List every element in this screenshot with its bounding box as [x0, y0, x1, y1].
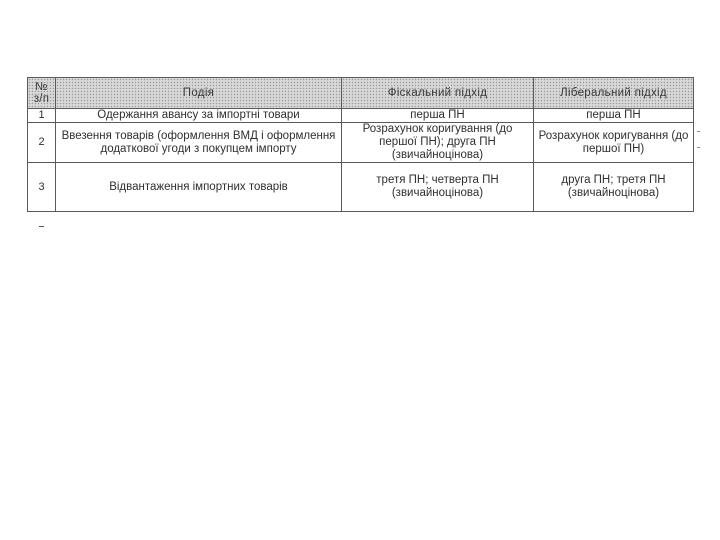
row-number: 2 [28, 123, 56, 163]
table-row [28, 123, 694, 163]
row-event: Ввезення товарів (оформлення ВМД і оформлення додаткової угоди з покупцем імпорту [56, 123, 342, 163]
scan-edge-mark [697, 131, 700, 132]
row-liberal: друга ПН; третя ПН (звичайноцінова) [534, 163, 694, 212]
header-row [28, 78, 694, 109]
header-liberal-approach: Ліберальний підхід [534, 78, 694, 109]
comparison-table [27, 77, 694, 212]
row-liberal: перша ПН [534, 109, 694, 123]
row-fiscal: Розрахунок коригування (до першої ПН); друга ПН (звичайноцінова) [342, 123, 534, 163]
header-number: № з/п [28, 78, 56, 109]
row-event: Відвантаження імпортних товарів [56, 163, 342, 212]
header-event: Подія [56, 78, 342, 109]
scan-edge-mark [697, 147, 700, 148]
table-body [28, 109, 694, 212]
row-number: 3 [28, 163, 56, 212]
table-row [28, 109, 694, 123]
scan-mark [39, 226, 44, 227]
row-fiscal: третя ПН; четверта ПН (звичайноцінова) [342, 163, 534, 212]
row-liberal: Розрахунок коригування (до першої ПН) [534, 123, 694, 163]
header-fiscal-approach: Фіскальний підхід [342, 78, 534, 109]
table-header [28, 78, 694, 109]
row-number: 1 [28, 109, 56, 123]
row-fiscal: перша ПН [342, 109, 534, 123]
row-event: Одержання авансу за імпортні товари [56, 109, 342, 123]
table-row [28, 163, 694, 212]
